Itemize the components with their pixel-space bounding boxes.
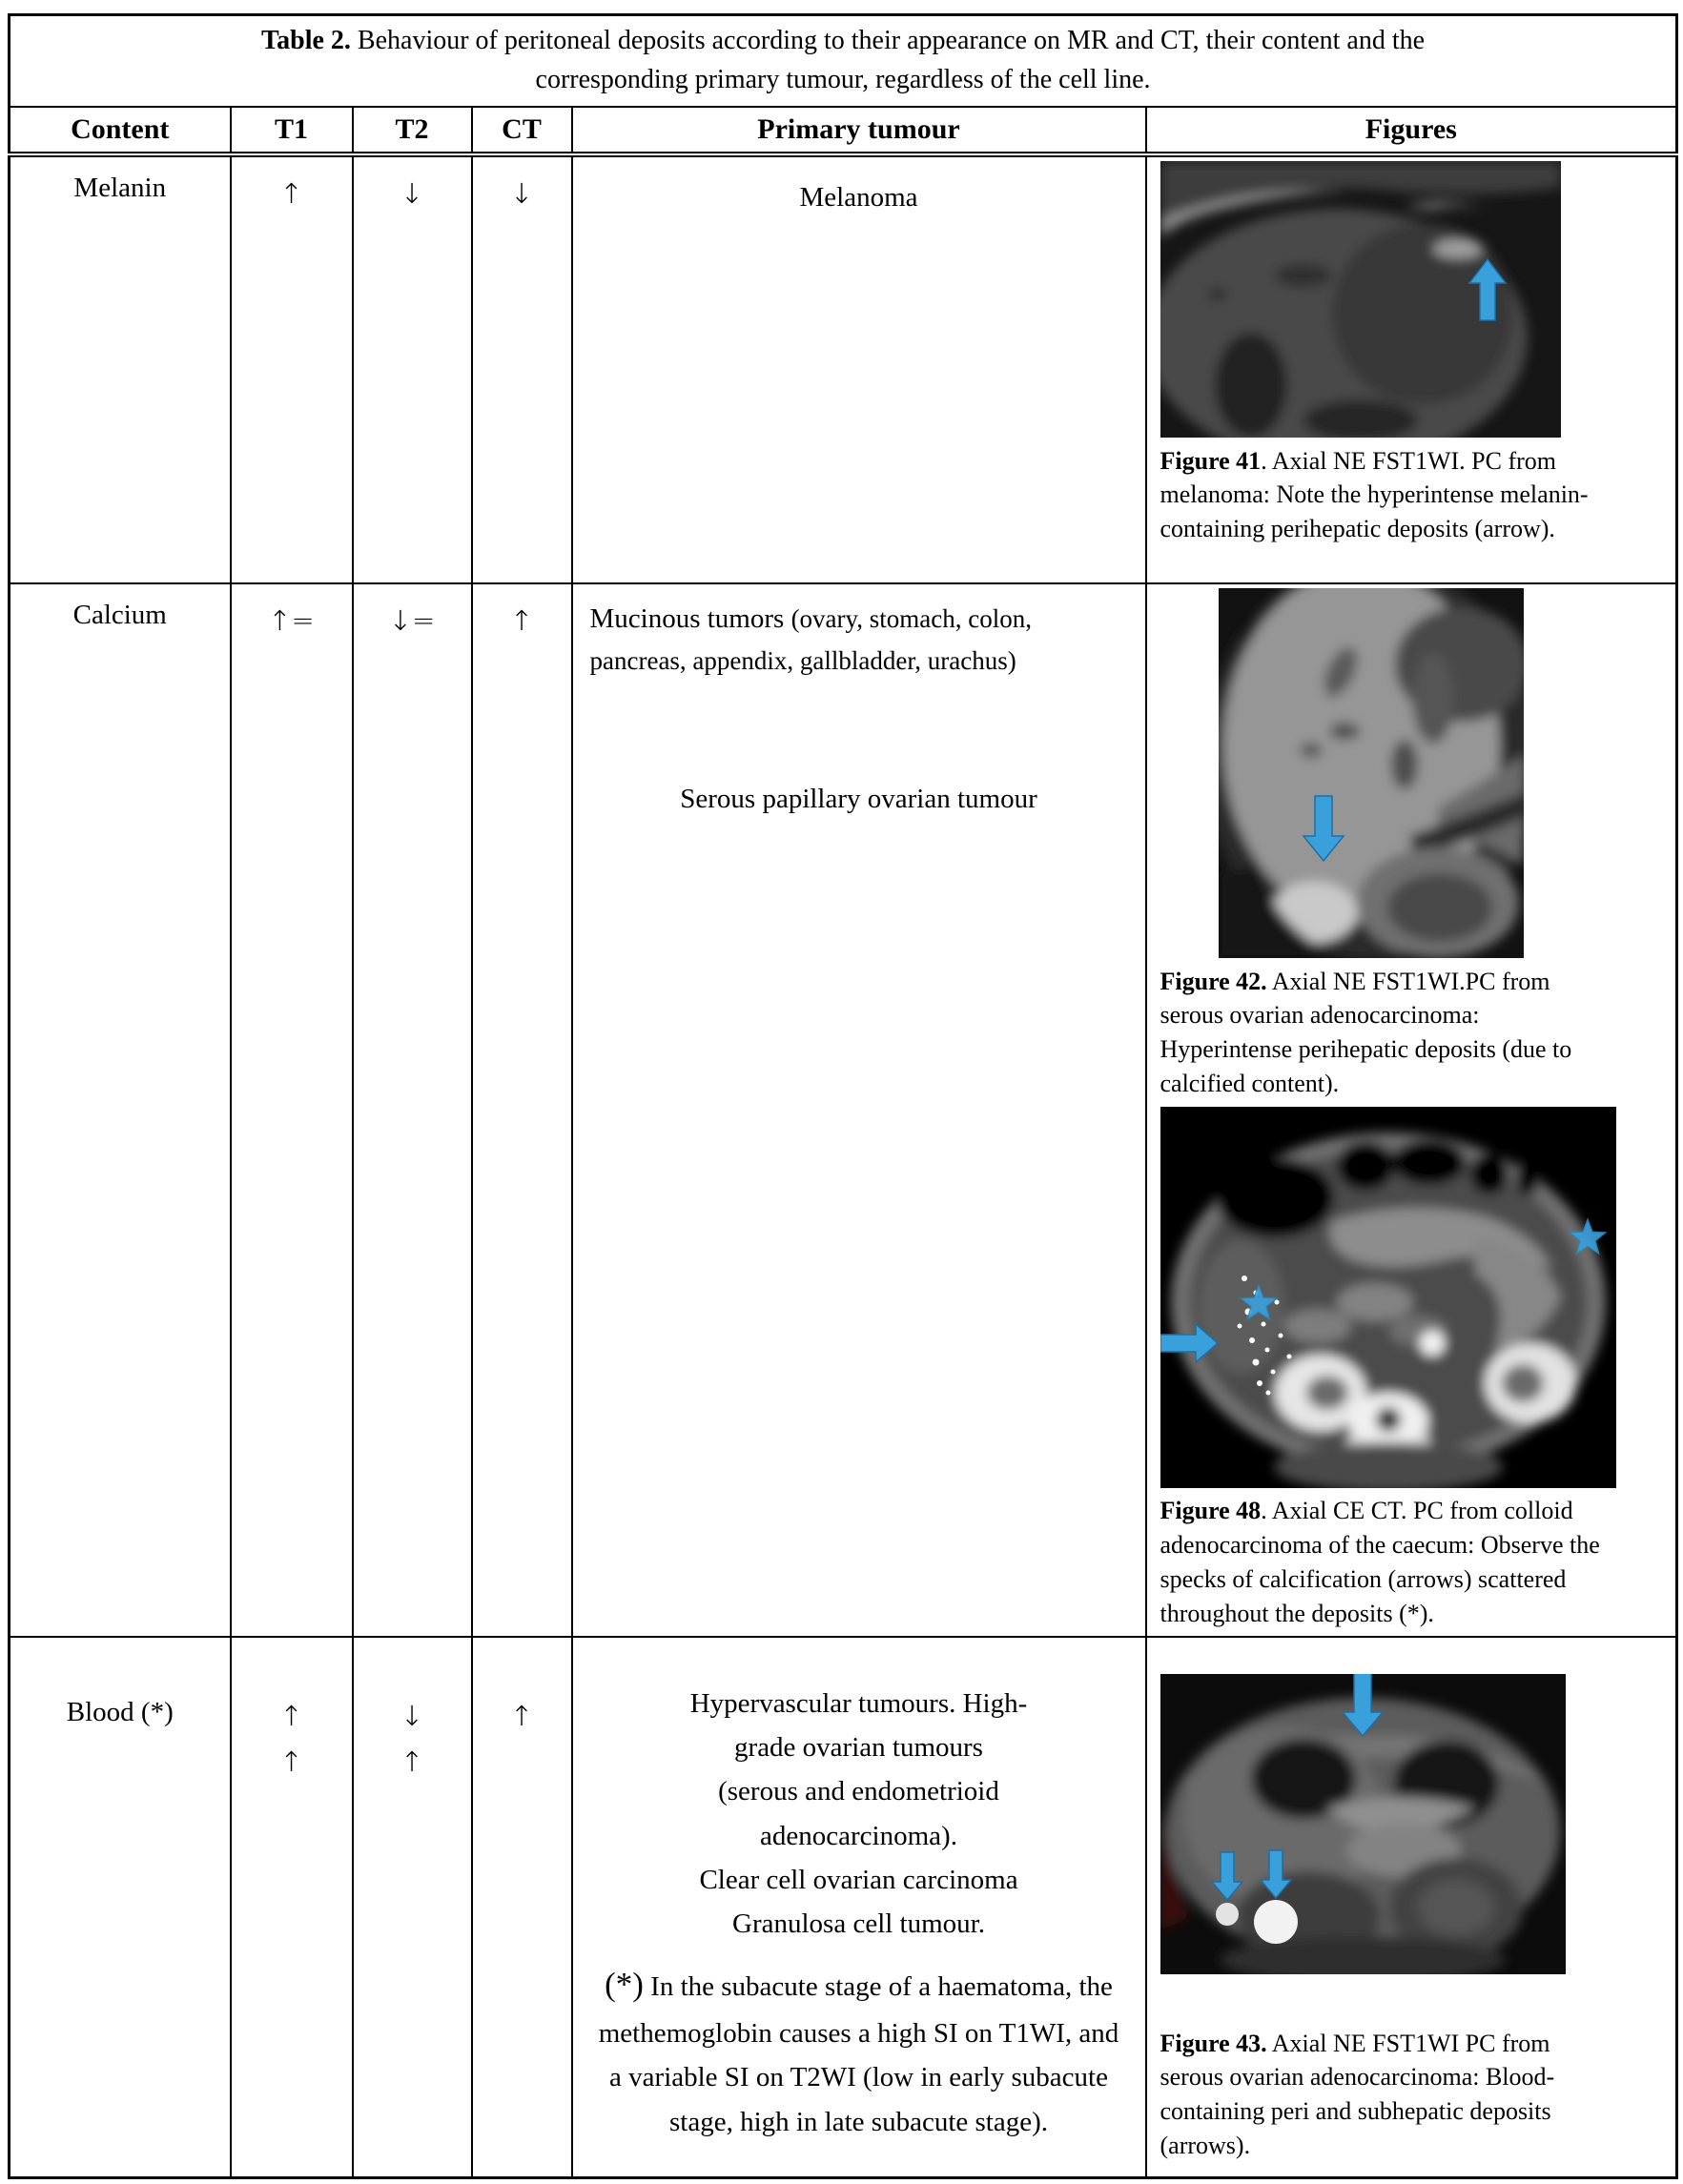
up-arrow-symbol: ↑ — [279, 176, 303, 210]
blood-primary-cell — [572, 1637, 1146, 2178]
calcium-figures-cell — [1146, 583, 1677, 1637]
figure-41-caption — [1160, 444, 1612, 547]
paper-table-2 — [8, 13, 1675, 2179]
figure-48-caption — [1160, 1494, 1612, 1631]
calcium-ct-cell — [472, 583, 572, 1637]
down-arrow-equal-symbol: ↓= — [388, 603, 436, 637]
figure-43-caption — [1160, 2027, 1612, 2164]
table-title-number: Table 2. — [261, 26, 351, 56]
figure-42-image — [1219, 588, 1524, 958]
primary-tumour-line: Hypervascular tumours. High- — [689, 1687, 1028, 1719]
primary-tumour-line: grade ovarian tumours — [734, 1731, 983, 1763]
calcium-t2-cell — [353, 583, 472, 1637]
blood-content-cell: Blood (*) — [10, 1637, 231, 2178]
figure-42-label: Figure 42. — [1160, 967, 1267, 995]
melanin-primary-cell — [572, 154, 1146, 583]
melanin-ct-cell — [472, 154, 572, 583]
row-melanin — [10, 154, 1677, 583]
header-ct: CT — [472, 107, 572, 154]
up-arrow-equal-symbol: ↑= — [268, 603, 315, 637]
table-2 — [8, 13, 1678, 2179]
mucinous-main-text: Mucinous tumors — [589, 602, 791, 634]
down-arrow-symbol: ↓ — [509, 176, 534, 210]
calcium-primary-cell — [572, 583, 1146, 1637]
blood-ct-cell — [472, 1637, 572, 2178]
header-row — [10, 107, 1677, 154]
footnote-text: In the subacute stage of a haematoma, the methemoglobin causes a high SI on T1WI, and a variable SI on T2WI (low in early subacute stage, high in late subacute stage). — [598, 1970, 1119, 2137]
up-arrow-symbol: ↑ — [279, 1745, 303, 1778]
up-arrow-symbol: ↑ — [400, 1745, 424, 1778]
header-primary-tumour: Primary tumour — [572, 107, 1146, 154]
title-row — [10, 15, 1677, 107]
header-content: Content — [10, 107, 231, 154]
figure-48-label: Figure 48 — [1160, 1497, 1262, 1524]
blood-footnote — [590, 1958, 1128, 2144]
melanin-t1-cell — [231, 154, 353, 583]
figure-42-caption — [1160, 965, 1612, 1102]
primary-tumour-mucinous — [590, 598, 1105, 684]
up-arrow-symbol: ↑ — [279, 1699, 303, 1732]
calcium-t1-cell — [231, 583, 353, 1637]
figure-48-caption-text: . Axial CE CT. PC from colloid adenocarcinoma of the caecum: Observe the specks of calcification (arrows) scattered throughout the deposits (*). — [1160, 1497, 1600, 1627]
figure-41-image — [1160, 161, 1561, 438]
primary-tumour-melanoma: Melanoma — [799, 181, 918, 213]
row-calcium — [10, 583, 1677, 1637]
figure-43-image — [1160, 1674, 1566, 1974]
header-t2: T2 — [353, 107, 472, 154]
table-title — [10, 15, 1677, 107]
blood-figures-cell — [1146, 1637, 1677, 2178]
blood-t1-cell — [231, 1637, 353, 2178]
figure-41-label: Figure 41 — [1160, 446, 1262, 475]
figure-42-caption-text: Axial NE FST1WI.PC from serous ovarian adenocarcinoma: Hyperintense perihepatic deposits (due to calcified content). — [1160, 967, 1572, 1098]
up-arrow-symbol: ↑ — [509, 603, 534, 637]
header-figures: Figures — [1146, 107, 1677, 154]
primary-tumour-line: Clear cell ovarian carcinoma — [699, 1865, 1018, 1896]
primary-tumour-line: adenocarcinoma). — [760, 1820, 957, 1851]
mucinous-detail-text: (ovary, stomach, colon, pancreas, appendix, gallbladder, urachus) — [589, 603, 1032, 676]
primary-tumour-serous: Serous papillary ovarian tumour — [680, 784, 1037, 815]
table-title-text-line2: corresponding primary tumour, regardless of the cell line. — [535, 64, 1151, 94]
footnote-asterisk: (*) — [605, 1965, 644, 2003]
melanin-figures-cell — [1146, 154, 1677, 583]
primary-tumour-line: (serous and endometrioid — [718, 1776, 999, 1807]
down-arrow-symbol: ↓ — [400, 176, 424, 210]
figure-43-caption-text: Axial NE FST1WI PC from serous ovarian adenocarcinoma: Blood-containing peri and subhepatic deposits (arrows). — [1160, 2029, 1555, 2160]
melanin-content-cell: Melanin — [10, 154, 231, 583]
row-blood — [10, 1637, 1677, 2178]
calcium-content-cell: Calcium — [10, 583, 231, 1637]
blood-t2-cell — [353, 1637, 472, 2178]
up-arrow-symbol: ↑ — [509, 1699, 534, 1732]
figure-41-caption-text: . Axial NE FST1WI. PC from melanoma: Note the hyperintense melanin-containing perihepatic deposits (arrow). — [1160, 446, 1589, 543]
header-t1: T1 — [231, 107, 353, 154]
figure-48-image — [1160, 1107, 1616, 1488]
figure-43-label: Figure 43. — [1160, 2029, 1267, 2057]
table-title-text-line1: Behaviour of peritoneal deposits according to their appearance on MR and CT, their content and the — [350, 26, 1426, 56]
melanin-t2-cell — [353, 154, 472, 583]
down-arrow-symbol: ↓ — [400, 1699, 424, 1732]
primary-tumour-line: Granulosa cell tumour. — [732, 1908, 985, 1940]
